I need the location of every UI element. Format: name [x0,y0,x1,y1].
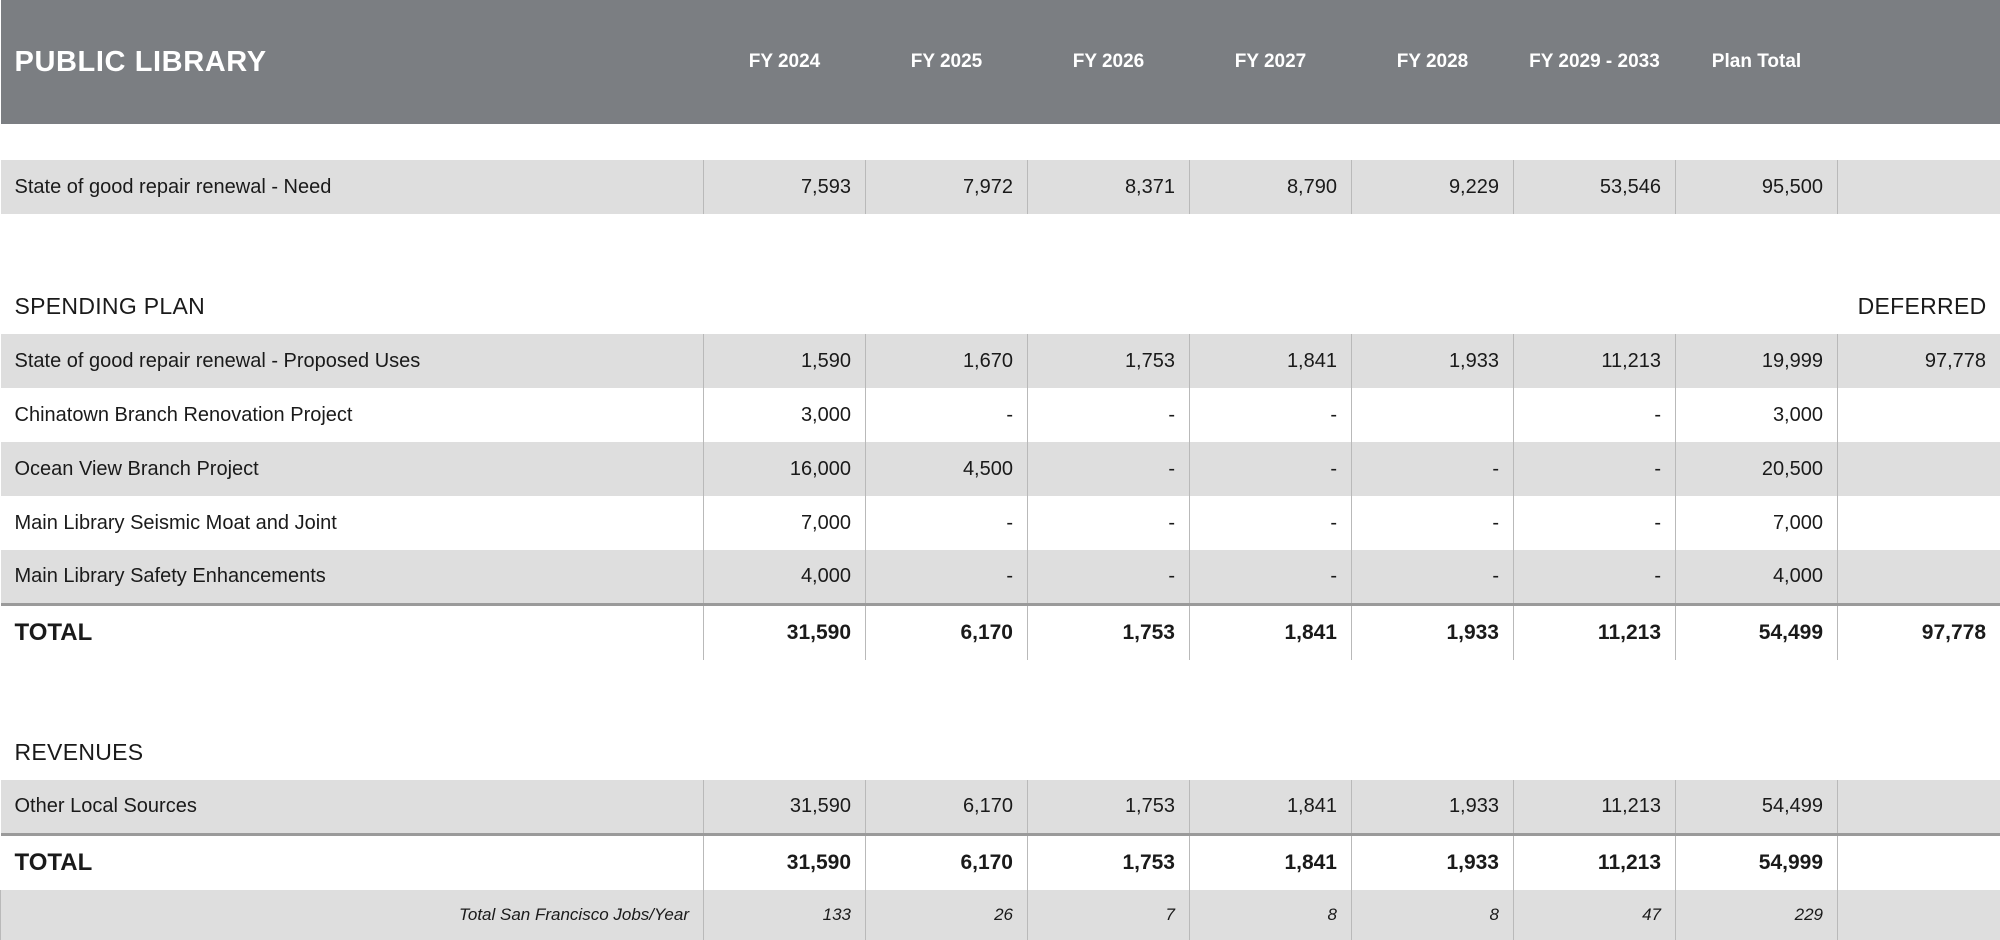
cell-proposed-uses-fy2026: 1,753 [1028,334,1190,388]
table-row-need [1,160,2000,214]
cell-proposed-uses-fy2029-2033: 11,213 [1514,334,1676,388]
section-title-revenues: REVENUES [1,724,2000,780]
cell-need-fy2025: 7,972 [866,160,1028,214]
cell-safety-fy2025: - [866,550,1028,604]
cell-revenues-total-fy2025: 6,170 [866,834,1028,890]
cell-need-fy2028: 9,229 [1352,160,1514,214]
spacer-before-spending-plan [1,214,2000,278]
cell-spending-total-plan-total: 54,499 [1676,604,1838,660]
row-label-seismic-moat: Main Library Seismic Moat and Joint [1,496,704,550]
cell-other-local-plan-total: 54,499 [1676,780,1838,834]
cell-safety-plan-total: 4,000 [1676,550,1838,604]
cell-seismic-fy2026: - [1028,496,1190,550]
cell-seismic-deferred [1838,496,2000,550]
cell-ocean-view-fy2029-2033: - [1514,442,1676,496]
cell-chinatown-fy2025: - [866,388,1028,442]
cell-need-deferred [1838,160,2000,214]
cell-chinatown-fy2026: - [1028,388,1190,442]
table-row-spending-total [1,604,2000,660]
cell-other-local-fy2026: 1,753 [1028,780,1190,834]
row-label-jobs-per-year: Total San Francisco Jobs/Year [1,890,704,940]
cell-chinatown-plan-total: 3,000 [1676,388,1838,442]
cell-ocean-view-fy2027: - [1190,442,1352,496]
row-label-need: State of good repair renewal - Need [1,160,704,214]
cell-jobs-fy2029-2033: 47 [1514,890,1676,940]
cell-other-local-fy2029-2033: 11,213 [1514,780,1676,834]
cell-safety-fy2028: - [1352,550,1514,604]
row-label-ocean-view-branch: Ocean View Branch Project [1,442,704,496]
cell-jobs-fy2026: 7 [1028,890,1190,940]
table-row [1,334,2000,388]
cell-other-local-fy2025: 6,170 [866,780,1028,834]
column-header-fy2025: FY 2025 [866,0,1028,124]
cell-proposed-uses-fy2028: 1,933 [1352,334,1514,388]
cell-need-fy2029-2033: 53,546 [1514,160,1676,214]
cell-safety-fy2027: - [1190,550,1352,604]
column-header-deferred-spacer [1838,0,2000,124]
cell-seismic-fy2029-2033: - [1514,496,1676,550]
spacer-before-revenues [1,660,2000,724]
cell-spending-total-fy2029-2033: 11,213 [1514,604,1676,660]
cell-safety-fy2026: - [1028,550,1190,604]
column-header-fy2029-2033: FY 2029 - 2033 [1514,0,1676,124]
cell-ocean-view-fy2025: 4,500 [866,442,1028,496]
row-label-spending-total: TOTAL [1,604,704,660]
cell-safety-fy2024: 4,000 [704,550,866,604]
cell-jobs-deferred [1838,890,2000,940]
cell-seismic-fy2025: - [866,496,1028,550]
cell-jobs-plan-total: 229 [1676,890,1838,940]
cell-safety-deferred [1838,550,2000,604]
section-header-spending-plan [1,278,2000,334]
cell-chinatown-fy2027: - [1190,388,1352,442]
column-header-plan-total: Plan Total [1676,0,1838,124]
section-title-deferred: DEFERRED [1190,278,2000,334]
cell-spending-total-fy2028: 1,933 [1352,604,1514,660]
cell-seismic-fy2024: 7,000 [704,496,866,550]
table-row-jobs [1,890,2000,940]
cell-spending-total-fy2025: 6,170 [866,604,1028,660]
spacer-after-header [1,124,2000,160]
cell-revenues-total-plan-total: 54,999 [1676,834,1838,890]
cell-ocean-view-deferred [1838,442,2000,496]
cell-need-fy2026: 8,371 [1028,160,1190,214]
cell-ocean-view-plan-total: 20,500 [1676,442,1838,496]
cell-chinatown-deferred [1838,388,2000,442]
cell-chinatown-fy2028 [1352,388,1514,442]
cell-spending-total-fy2024: 31,590 [704,604,866,660]
column-header-fy2026: FY 2026 [1028,0,1190,124]
cell-revenues-total-fy2027: 1,841 [1190,834,1352,890]
cell-revenues-total-fy2026: 1,753 [1028,834,1190,890]
cell-spending-total-fy2027: 1,841 [1190,604,1352,660]
cell-revenues-total-fy2029-2033: 11,213 [1514,834,1676,890]
cell-seismic-fy2028: - [1352,496,1514,550]
column-header-fy2028: FY 2028 [1352,0,1514,124]
cell-proposed-uses-fy2025: 1,670 [866,334,1028,388]
cell-seismic-fy2027: - [1190,496,1352,550]
cell-proposed-uses-deferred: 97,778 [1838,334,2000,388]
cell-need-fy2027: 8,790 [1190,160,1352,214]
cell-revenues-total-fy2024: 31,590 [704,834,866,890]
cell-revenues-total-fy2028: 1,933 [1352,834,1514,890]
cell-other-local-deferred [1838,780,2000,834]
cell-jobs-fy2024: 133 [704,890,866,940]
cell-jobs-fy2028: 8 [1352,890,1514,940]
cell-chinatown-fy2029-2033: - [1514,388,1676,442]
cell-proposed-uses-fy2027: 1,841 [1190,334,1352,388]
table-row [1,388,2000,442]
row-label-proposed-uses: State of good repair renewal - Proposed Uses [1,334,704,388]
cell-other-local-fy2028: 1,933 [1352,780,1514,834]
cell-ocean-view-fy2026: - [1028,442,1190,496]
cell-need-plan-total: 95,500 [1676,160,1838,214]
column-header-fy2024: FY 2024 [704,0,866,124]
row-label-revenues-total: TOTAL [1,834,704,890]
cell-spending-total-deferred: 97,778 [1838,604,2000,660]
table-row [1,442,2000,496]
cell-jobs-fy2025: 26 [866,890,1028,940]
cell-revenues-total-deferred [1838,834,2000,890]
cell-seismic-plan-total: 7,000 [1676,496,1838,550]
cell-jobs-fy2027: 8 [1190,890,1352,940]
cell-chinatown-fy2024: 3,000 [704,388,866,442]
section-title-spending-plan: SPENDING PLAN [1,278,1190,334]
table-header-row [1,0,2000,124]
cell-proposed-uses-fy2024: 1,590 [704,334,866,388]
table-row-revenues-total [1,834,2000,890]
page-title: PUBLIC LIBRARY [1,0,704,124]
column-header-fy2027: FY 2027 [1190,0,1352,124]
row-label-chinatown-branch: Chinatown Branch Renovation Project [1,388,704,442]
cell-spending-total-fy2026: 1,753 [1028,604,1190,660]
cell-other-local-fy2027: 1,841 [1190,780,1352,834]
row-label-other-local-sources: Other Local Sources [1,780,704,834]
cell-ocean-view-fy2024: 16,000 [704,442,866,496]
cell-safety-fy2029-2033: - [1514,550,1676,604]
cell-need-fy2024: 7,593 [704,160,866,214]
table-row [1,496,2000,550]
cell-ocean-view-fy2028: - [1352,442,1514,496]
table-row [1,550,2000,604]
section-header-revenues [1,724,2000,780]
table-row [1,780,2000,834]
cell-other-local-fy2024: 31,590 [704,780,866,834]
row-label-safety-enhancements: Main Library Safety Enhancements [1,550,704,604]
cell-proposed-uses-plan-total: 19,999 [1676,334,1838,388]
